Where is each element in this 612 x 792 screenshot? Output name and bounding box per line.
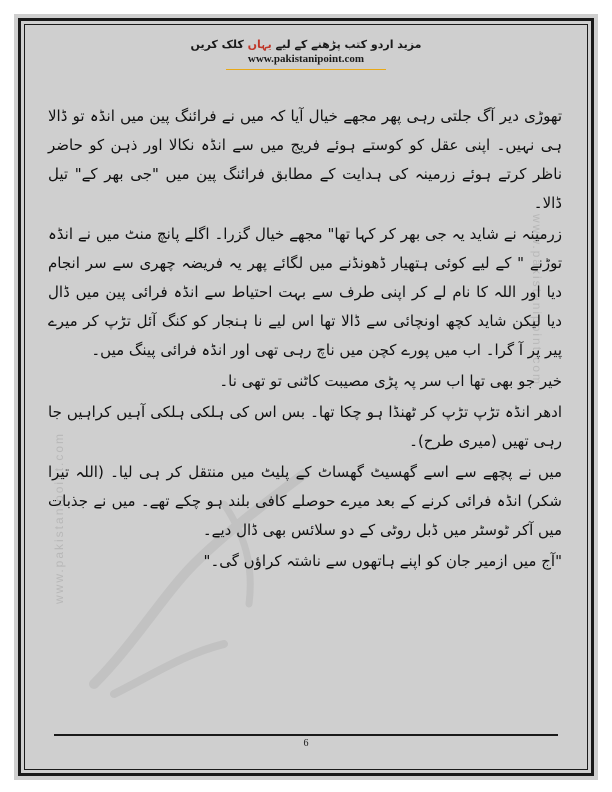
page-header [14, 38, 598, 70]
header-promo-end: کلک کریں [190, 38, 244, 51]
story-body [48, 102, 562, 578]
page-number: 6 [303, 738, 309, 749]
document-page [14, 14, 598, 780]
footer-divider [54, 734, 558, 736]
watermark-site-left: www.pakistanipoint.com [52, 431, 66, 604]
header-promo-start: مزید اردو کتب پڑھنے کے لیے [275, 38, 422, 51]
paragraph-5: میں نے پچھے سے اسے گھسیٹ گھساٹ کے پلیٹ میں منتقل کر ہی لیا۔ (اللہ تیرا شکر) انڈہ فرائی کرنے کے بعد میرے حوصلے کافی بلند ہو چکے تھے۔ میں نے جذبات میں آکر ٹوسٹر میں ڈبل روٹی کے دو سلائس بھی ڈال دیے۔ [48, 463, 562, 539]
header-click-link[interactable]: یہاں [247, 38, 272, 51]
watermark-site-vertical: www.pakistanipoint.com [530, 214, 544, 387]
paragraph-6: "آج میں ازمیر جان کو اپنے ہاتھوں سے ناشتہ کراؤں گی۔" [203, 552, 562, 570]
header-divider [226, 69, 386, 70]
header-promo-text [14, 38, 598, 51]
paragraph-3: خیر جو بھی تھا اب سر پہ پڑی مصیبت کاٹنی تو تھی نا۔ [219, 372, 562, 390]
paragraph-1: تھوڑی دیر آگ جلتی رہی پھر مجھے خیال آیا کہ میں نے فرائنگ پین میں انڈہ تو ڈالا ہی نہیں۔ اپنی عقل کو کوستے ہوئے فریج میں سے انڈہ نکالا اور ذہن کو حاضر ناظر کرتے ہوئے زرمینہ کی ہدایت کے مطابق فرائنگ پین میں "جی بھر کے" تیل ڈالا۔ [48, 107, 562, 212]
paragraph-4: ادھر انڈہ تڑپ تڑپ کر ٹھنڈا ہو چکا تھا۔ بس اس کی ہلکی ہلکی آہیں کراہیں جا رہی تھیں (میری طرح)۔ [48, 403, 562, 450]
paragraph-2: زرمینہ نے شاید یہ جی بھر کر کہا تھا" مجھے خیال گزرا۔ اگلے پانچ منٹ میں نے انڈہ توڑنے " کے لیے کوئی ہتھیار ڈھونڈنے میں لگائے پھر یہ فریضہ چھری سے سر انجام دیا اور اللہ کا نام لے کر اپنی طرف سے بہت احتیاط سے انڈہ فرائی پین میں ڈال دیا لیکن شاید کچھ اونچائی سے ڈالا تھا اس لیے نا ہنجار کو کنگ آئل تڑپ کر میرے پیر پر آ گرا۔ اب میں پورے کچن میں ناچ رہی تھی اور انڈہ فرائی پینگ میں۔ [48, 225, 562, 359]
header-site-url[interactable]: www.pakistanipoint.com [247, 53, 365, 65]
